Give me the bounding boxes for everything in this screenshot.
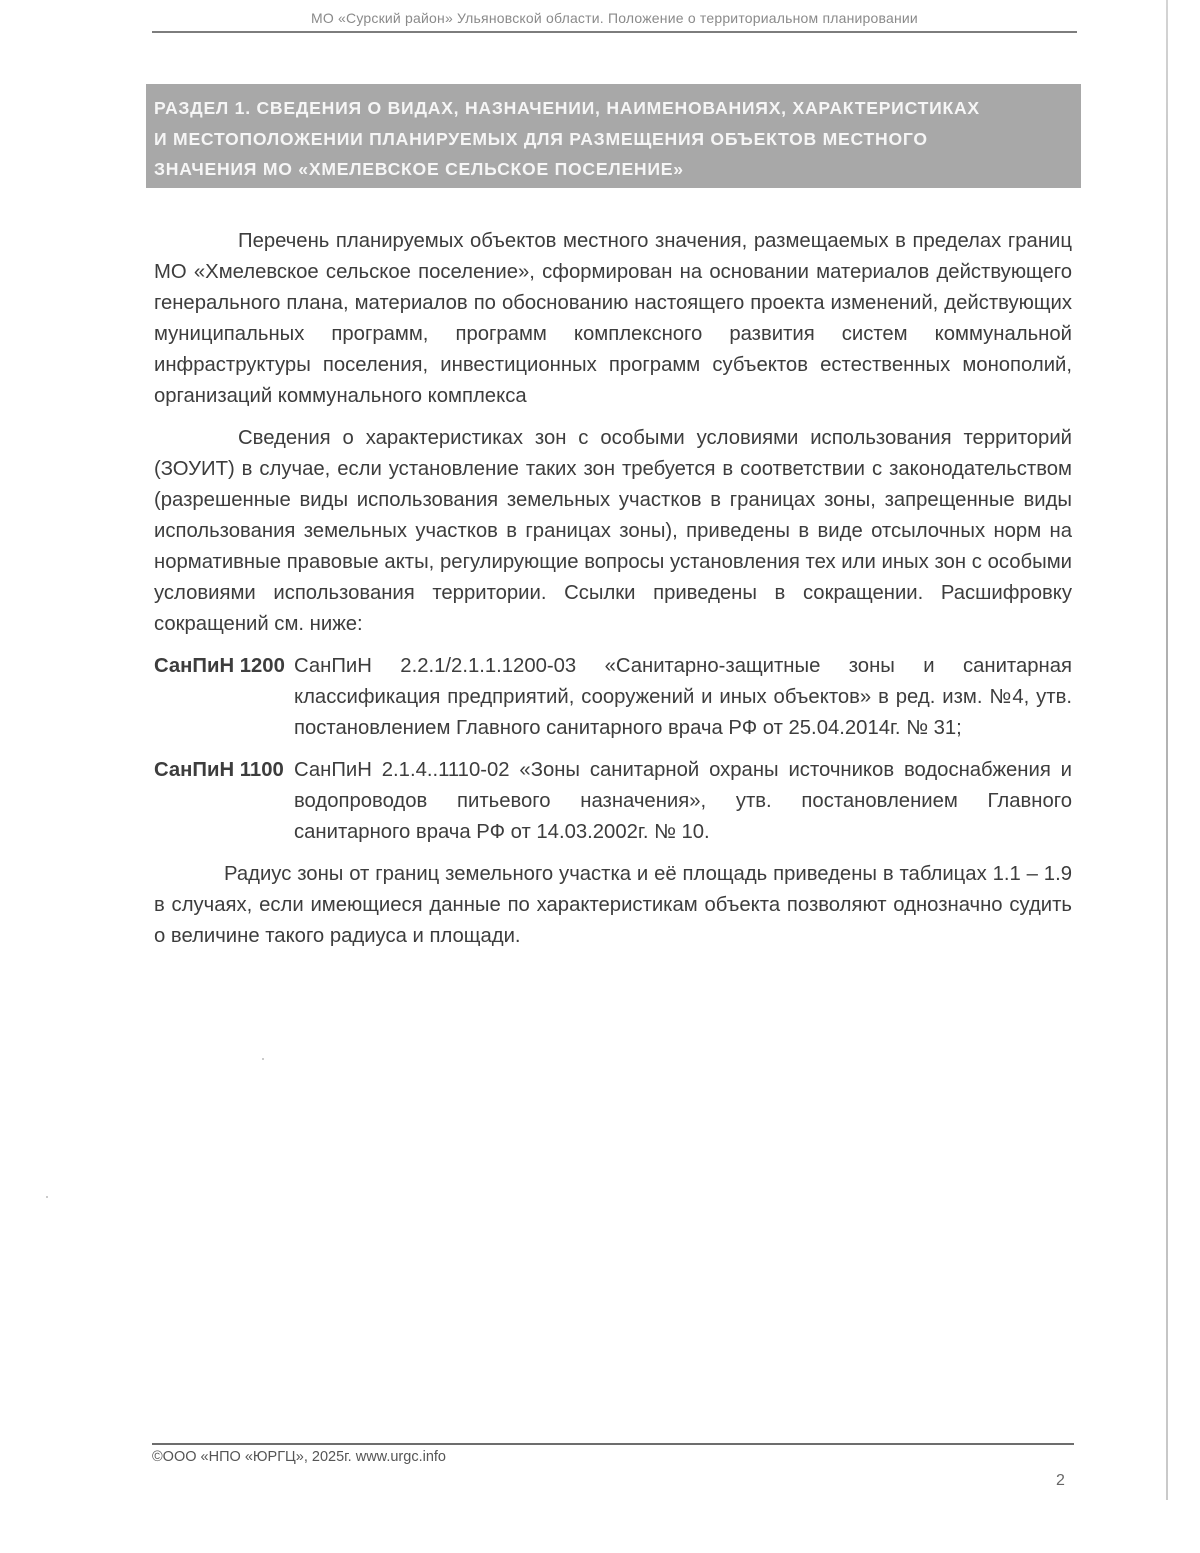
body-content — [154, 226, 1072, 963]
section-title-line-2: И МЕСТОПОЛОЖЕНИИ ПЛАНИРУЕМЫХ ДЛЯ РАЗМЕЩЕНИЯ ОБЪЕКТОВ МЕСТНОГО — [154, 128, 928, 149]
reference-sanpin-1200 — [154, 651, 1072, 744]
scan-speck — [262, 1058, 264, 1060]
running-header: МО «Сурский район» Ульяновской области. Положение о территориальном планировании — [311, 10, 918, 26]
reference-sanpin-1100 — [154, 755, 1072, 848]
section-title-line-3: ЗНАЧЕНИЯ МО «ХМЕЛЕВСКОЕ СЕЛЬСКОЕ ПОСЕЛЕНИЕ» — [154, 159, 684, 179]
paragraph-objects-list: Перечень планируемых объектов местного значения, размещаемых в пределах границ МО «Хмелевское сельское поселение», сформирован на основании материалов действующего генерального плана, материалов по обоснованию настоящего проекта изменений, действующих муниципальных программ, программ комплексного развития систем коммунальной инфраструктуры поселения, инвестиционных программ субъектов естественных монополий, организаций коммунального комплекса — [154, 230, 1072, 407]
footer-rule — [152, 1443, 1074, 1445]
reference-text: СанПиН 2.1.4..1110-02 «Зоны санитарной охраны источников водоснабжения и водопроводов питьевого назначения», утв. постановлением Главного санитарного врача РФ от 14.03.2002г. № 10. — [294, 759, 1072, 843]
section-title-line-1: РАЗДЕЛ 1. СВЕДЕНИЯ О ВИДАХ, НАЗНАЧЕНИИ, НАИМЕНОВАНИЯХ, ХАРАКТЕРИСТИКАХ — [154, 98, 980, 118]
footer-copyright: ©ООО «НПО «ЮРГЦ», 2025г. www.urgc.info — [152, 1449, 446, 1465]
section-title-banner — [146, 84, 1081, 188]
reference-label: СанПиН 1200 — [154, 655, 285, 677]
header-rule — [152, 31, 1077, 33]
reference-label: СанПиН 1100 — [154, 759, 284, 781]
paragraph-zouit-info: Сведения о характеристиках зон с особыми условиями использования территорий (ЗОУИТ) в случае, если установление таких зон требуется в соответствии с законодательством (разрешенные виды использования земельных участков в границах зоны, запрещенные виды использования земельных участков в границах зоны), приведены в виде отсылочных норм на нормативные правовые акты, регулирующие вопросы установления тех или иных зон с особыми условиями использования территории. Ссылки приведены в сокращении. Расшифровку сокращений см. ниже: — [154, 427, 1072, 635]
reference-text: СанПиН 2.2.1/2.1.1.1200-03 «Санитарно-защитные зоны и санитарная классификация предприятий, сооружений и иных объектов» в ред. изм. №4, утв. постановлением Главного санитарного врача РФ от 25.04.2014г. № 31; — [294, 655, 1072, 739]
scan-speck — [46, 1196, 48, 1198]
scan-edge-line — [1166, 0, 1168, 1500]
paragraph-zone-radius: Радиус зоны от границ земельного участка и её площадь приведены в таблицах 1.1 – 1.9 в случаях, если имеющиеся данные по характеристикам объекта позволяют однозначно судить о величине такого радиуса и площади. — [154, 863, 1072, 947]
page-number: 2 — [1056, 1472, 1065, 1489]
